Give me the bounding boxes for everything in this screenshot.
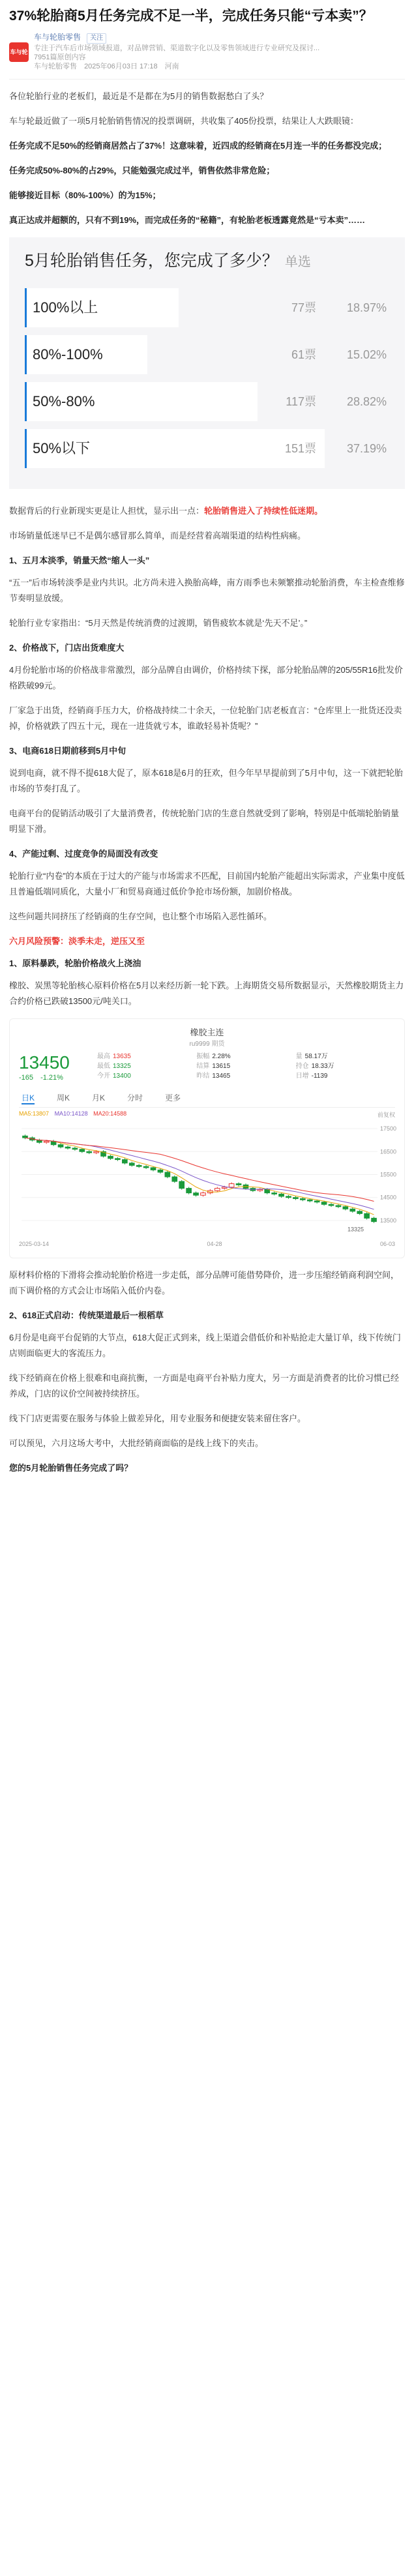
candle-body bbox=[229, 1184, 234, 1187]
article-page bbox=[0, 7, 414, 1476]
date-row bbox=[19, 1241, 395, 1247]
candle-body bbox=[151, 1168, 156, 1170]
quote-field-key: 结算 bbox=[196, 1063, 210, 1070]
poll-card bbox=[9, 237, 405, 489]
price-tick: 15500 bbox=[380, 1171, 397, 1178]
section-heading: 1、五月本淡季，销量天然“缩人一头” bbox=[9, 555, 150, 565]
date-start: 2025-03-14 bbox=[19, 1241, 50, 1247]
outlook-paragraph: 6月份是电商平台促销的大节点，618大促正式到来，线上渠道会借低价和补贴抢走大量订单，线下传统门店则面临更大的客流压力。 bbox=[9, 1333, 401, 1358]
candle-body bbox=[80, 1149, 85, 1152]
analysis-paragraph: 市场销量低迷早已不是偶尔感冒那么简单，而是经营着高端渠道的结构性病痛。 bbox=[9, 531, 306, 540]
kline-chart[interactable] bbox=[19, 1119, 404, 1236]
candle-body bbox=[258, 1189, 263, 1191]
poll-option-percent: 37.19% bbox=[346, 442, 387, 455]
poll-option-label: 50%-80% bbox=[33, 393, 95, 409]
price-tick: 14500 bbox=[380, 1194, 397, 1201]
quote-field bbox=[296, 1071, 395, 1081]
quote-field-value: 13400 bbox=[113, 1073, 131, 1080]
candle-body bbox=[136, 1165, 141, 1166]
candle-body bbox=[272, 1193, 277, 1194]
candle-body bbox=[307, 1200, 312, 1201]
quote-field bbox=[97, 1052, 196, 1061]
date-mid: 04-28 bbox=[207, 1241, 222, 1247]
chart-tab[interactable]: 分时 bbox=[127, 1093, 143, 1103]
stock-code-text: ru9999 bbox=[189, 1041, 210, 1048]
outlook-paragraph: 线下经销商在价格上很难和电商抗衡，一方面是电商平台补贴力度大，另一方面是消费者的比价习惯已经养成，门店的议价空间被持续挤压。 bbox=[9, 1373, 400, 1399]
period-label[interactable]: 前复权 bbox=[377, 1112, 395, 1118]
ma-row bbox=[19, 1110, 395, 1119]
quote-change-pct: -1.21% bbox=[40, 1074, 63, 1082]
author-meta-count: 7951篇原创内容 bbox=[34, 53, 86, 61]
stock-name: 橡胶主连 bbox=[190, 1028, 224, 1037]
analysis-paragraph bbox=[9, 503, 405, 519]
candle-body bbox=[329, 1204, 334, 1206]
outlook-paragraph: 原材料价格的下滑将会推动轮胎价格进一步走低，部分品牌可能借势降价，进一步压缩经销商利润空间，而下调价格的方式会让市场陷入低价内卷。 bbox=[9, 1270, 400, 1295]
poll-option-label: 50%以下 bbox=[33, 440, 91, 456]
candle-body bbox=[236, 1184, 241, 1185]
section-heading: 3、电商618日期前移到5月中旬 bbox=[9, 746, 126, 756]
poll-question: 5月轮胎销售任务，您完成了多少？ bbox=[25, 252, 278, 270]
analysis-paragraph: 轮胎行业专家指出：“5月天然是传统消费的过渡期，销售疲软本就是‘先天不足’。” bbox=[9, 618, 308, 628]
quote-field-key: 最低 bbox=[97, 1063, 110, 1070]
candle-body bbox=[336, 1206, 341, 1207]
price-tick: 17500 bbox=[380, 1125, 397, 1133]
divider bbox=[9, 79, 405, 80]
section-heading: 2、618正式启动：传统渠道最后一根稻草 bbox=[9, 1310, 164, 1320]
chart-tab[interactable]: 日K bbox=[22, 1092, 35, 1104]
stock-code bbox=[19, 1038, 395, 1048]
poll-option[interactable] bbox=[25, 429, 389, 468]
finding-paragraph: 任务完成50%-80%的占29%，只能勉强完成过半，销售依然非常危险； bbox=[9, 166, 275, 175]
avatar[interactable]: 车与轮 bbox=[9, 42, 29, 62]
candle-body bbox=[201, 1193, 206, 1196]
outlook-paragraph: 线下门店更需要在服务与体验上做差异化，用专业服务和便捷安装来留住客户。 bbox=[9, 1414, 306, 1423]
quote-change-value: -165 bbox=[19, 1074, 34, 1082]
closing-question: 您的5月轮胎销售任务完成了吗？ bbox=[9, 1463, 133, 1473]
article-title: 37%轮胎商5月任务完成不足一半，完成任务只能“亏本卖”？ bbox=[9, 8, 373, 23]
candle-body bbox=[314, 1201, 319, 1202]
outlook-header: 六月风险预警：淡季未走，逆压又至 bbox=[9, 936, 145, 946]
section-heading: 1、原料暴跌，轮胎价格战火上浇油 bbox=[9, 958, 141, 968]
candle-body bbox=[194, 1193, 199, 1196]
candle-body bbox=[301, 1198, 306, 1200]
candle-body bbox=[108, 1156, 113, 1159]
finding-paragraph: 能够接近目标（80%-100%）的为15%； bbox=[9, 190, 161, 200]
quote-row bbox=[19, 1052, 395, 1082]
low-price-label: 13325 bbox=[347, 1226, 364, 1233]
candle-body bbox=[186, 1189, 192, 1193]
candle-body bbox=[94, 1151, 99, 1153]
chart-tabs bbox=[19, 1086, 395, 1108]
quote-field bbox=[196, 1061, 295, 1071]
analysis-paragraph: 说到电商，就不得不提618大促了，原本618是6月的狂欢，但今年早早提前到了5月中旬，这一下就把轮胎市场的节奏打乱了。 bbox=[9, 768, 403, 793]
poll-option-count: 61票 bbox=[291, 348, 316, 361]
chart-tab[interactable]: 月K bbox=[92, 1093, 106, 1103]
poll-option-percent: 28.82% bbox=[346, 395, 387, 408]
stock-exchange: 期货 bbox=[211, 1041, 225, 1048]
candle-body bbox=[372, 1218, 377, 1221]
candle-body bbox=[286, 1196, 291, 1198]
account-name[interactable]: 车与轮胎零售 bbox=[34, 63, 77, 70]
candle-body bbox=[214, 1189, 220, 1191]
quote-field-key: 最高 bbox=[97, 1053, 110, 1060]
candle-body bbox=[158, 1170, 163, 1172]
candle-body bbox=[115, 1159, 121, 1160]
candle-body bbox=[357, 1211, 362, 1214]
quote-field-value: 18.33万 bbox=[311, 1063, 334, 1070]
ma20-line bbox=[25, 1138, 374, 1201]
section-heading: 4、产能过剩、过度竞争的局面没有改变 bbox=[9, 849, 158, 859]
candle-body bbox=[350, 1209, 355, 1211]
quote-price: 13450 bbox=[19, 1052, 70, 1073]
finding-paragraph: 真正达成并超额的，只有不到19%，而完成任务的“秘籍”，有轮胎老板透露竟然是“亏本卖”…… bbox=[9, 215, 366, 225]
quote-field-key: 持仓 bbox=[295, 1063, 309, 1070]
candle-body bbox=[58, 1145, 63, 1147]
quote-field-key: 量 bbox=[295, 1053, 303, 1060]
candle-body bbox=[172, 1177, 177, 1181]
poll-option[interactable] bbox=[25, 288, 389, 327]
price-tick: 13500 bbox=[380, 1217, 397, 1224]
candle-body bbox=[72, 1148, 78, 1149]
chart-tab[interactable]: 周K bbox=[57, 1093, 70, 1103]
intro-paragraph: 车与轮最近做了一项5月轮胎销售情况的投票调研，共收集了405份投票，结果让人大跌眼镜： bbox=[9, 116, 359, 126]
candle-body bbox=[87, 1151, 92, 1153]
candle-body bbox=[179, 1181, 185, 1189]
analysis-paragraph: 厂家急于出货，经销商手压力大，价格战持续二十余天，一位轮胎门店老板直言：“仓库里上一批货还没卖掉，价格就跌了四五十元，现在一进货就亏本，谁敢轻易补货呢？” bbox=[9, 705, 402, 731]
finding-paragraph: 任务完成不足50%的经销商居然占了37%！这意味着，近四成的经销商在5月连一半的任务都没完成； bbox=[9, 141, 387, 151]
quote-field-key: 今开 bbox=[97, 1073, 110, 1080]
candle-body bbox=[293, 1198, 299, 1199]
ma10-label: MA10:14128 bbox=[54, 1110, 88, 1117]
quote-field bbox=[196, 1071, 295, 1081]
analysis-paragraph: 电商平台的促销活动吸引了大量消费者，传统轮胎门店的生意自然就受到了影响，特别是中低端轮胎销量明显下滑。 bbox=[9, 808, 400, 834]
poll-title bbox=[25, 249, 389, 274]
candle-body bbox=[123, 1160, 128, 1163]
author-row bbox=[9, 33, 405, 71]
quote-field bbox=[296, 1061, 395, 1071]
poll-option-count: 117票 bbox=[286, 395, 316, 408]
quote-field bbox=[296, 1052, 395, 1061]
quote-field-key: 昨结 bbox=[196, 1073, 210, 1080]
intro-paragraph: 各位轮胎行业的老板们，最近是不是都在为5月的销售数据愁白了头？ bbox=[9, 91, 269, 101]
author-meta bbox=[34, 33, 319, 71]
poll-options bbox=[25, 288, 389, 468]
quote-field-value: 13635 bbox=[113, 1053, 131, 1060]
poll-option[interactable] bbox=[25, 382, 389, 421]
analysis-paragraph: “五一”后市场转淡季是业内共识。北方尚未进入换胎高峰，南方雨季也未频繁推动轮胎消费，车主检查维修节奏明显放缓。 bbox=[9, 578, 405, 603]
quote-main bbox=[19, 1052, 97, 1082]
outlook-paragraph: 橡胶、炭黑等轮胎核心原料价格在5月以来经历新一轮下跌。上海期货交易所数据显示，天然橡胶期货主力合约价格已跌破13500元/吨关口。 bbox=[9, 981, 404, 1006]
candle-body bbox=[165, 1172, 170, 1177]
publish-location: 河南 bbox=[164, 63, 179, 70]
quote-field-value: -1139 bbox=[311, 1073, 328, 1080]
author-name[interactable]: 车与轮胎零售 bbox=[34, 33, 81, 42]
quote-field bbox=[196, 1052, 295, 1061]
quote-field bbox=[97, 1071, 196, 1081]
poll-option-percent: 15.02% bbox=[346, 348, 387, 361]
candle-body bbox=[222, 1187, 227, 1189]
candle-body bbox=[321, 1202, 327, 1205]
author-desc: 专注于汽车后市场领域报道，对品牌营销、渠道数字化以及零售领域进行专业研究及探讨... bbox=[34, 44, 320, 52]
quote-field bbox=[97, 1061, 196, 1071]
quote-field-value: 2.28% bbox=[212, 1053, 231, 1060]
poll-option[interactable] bbox=[25, 335, 389, 374]
analysis-paragraph: 轮胎行业“内卷”的本质在于过大的产能与市场需求不匹配，目前国内轮胎产能超出实际需求，产业集中度低且普遍低端同质化，大量小厂和贸易商通过低价争抢市场份额，加剧价格战。 bbox=[9, 871, 405, 896]
section-heading: 2、价格战下，门店出货难度大 bbox=[9, 643, 125, 653]
poll-option-label: 80%-100% bbox=[33, 346, 103, 363]
poll-option-count: 151票 bbox=[284, 442, 316, 455]
poll-option-percent: 18.97% bbox=[346, 301, 387, 314]
quote-field-value: 13465 bbox=[212, 1073, 231, 1080]
price-tick: 16500 bbox=[380, 1148, 397, 1155]
poll-option-label: 100%以上 bbox=[33, 299, 98, 316]
candle-body bbox=[143, 1166, 149, 1168]
follow-button[interactable]: 关注 bbox=[87, 33, 106, 44]
highlight-text: 轮胎销售进入了持续性低迷期。 bbox=[204, 506, 323, 516]
quote-field-key: 振幅 bbox=[196, 1053, 210, 1060]
candle-body bbox=[279, 1194, 284, 1196]
quote-field-value: 58.17万 bbox=[304, 1053, 328, 1060]
poll-type-hint: 单选 bbox=[284, 255, 311, 269]
stock-quote-card[interactable] bbox=[9, 1018, 405, 1258]
poll-option-count: 77票 bbox=[291, 301, 316, 314]
outlook-paragraph: 可以预见，六月这场大考中，大批经销商面临的是线上线下的夹击。 bbox=[9, 1438, 264, 1448]
quote-field-value: 13615 bbox=[212, 1063, 231, 1070]
chart-tab[interactable]: 更多 bbox=[165, 1093, 181, 1103]
ma5-label: MA5:13807 bbox=[19, 1110, 50, 1117]
date-end: 06-03 bbox=[379, 1241, 395, 1247]
candle-body bbox=[23, 1136, 28, 1138]
candle-body bbox=[65, 1147, 70, 1148]
analysis-text: 数据背后的行业新现实更是让人担忧，显示出一点： bbox=[9, 506, 205, 516]
analysis-paragraph: 这些问题共同挤压了经销商的生存空间，也让整个市场陷入恶性循环。 bbox=[9, 911, 273, 921]
quote-field-key: 日增 bbox=[295, 1073, 309, 1080]
candle-body bbox=[129, 1163, 134, 1166]
candle-body bbox=[44, 1141, 49, 1142]
candle-body bbox=[364, 1213, 370, 1218]
quote-field-value: 13325 bbox=[113, 1063, 131, 1070]
quote-grid bbox=[97, 1052, 395, 1081]
ma20-label: MA20:14588 bbox=[93, 1110, 127, 1117]
quote-change bbox=[19, 1074, 97, 1082]
analysis-paragraph: 4月份轮胎市场的价格战非常激烈，部分品牌自由调价，价格持续下探，部分轮胎品牌的205/55R16批发价格跌破99元。 bbox=[9, 665, 403, 690]
candle-body bbox=[343, 1207, 348, 1209]
publish-date: 2025年06月03日 17:18 bbox=[84, 63, 158, 70]
